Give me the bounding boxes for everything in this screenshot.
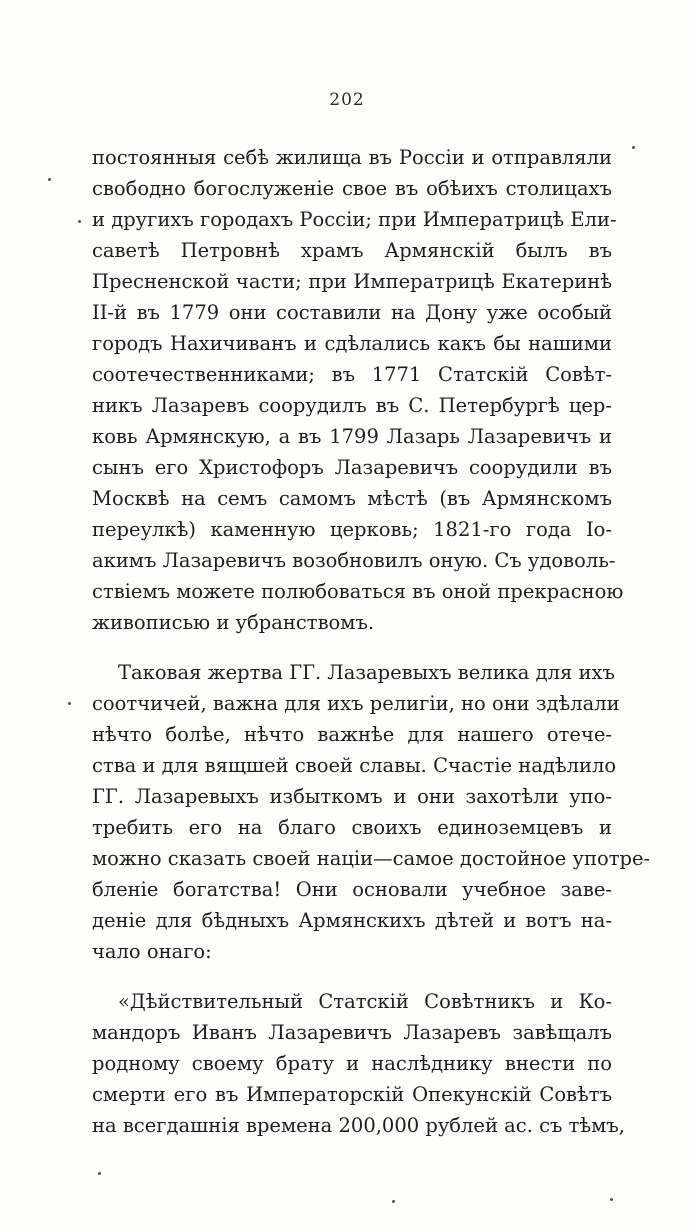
text-line: II-й въ 1779 они составили на Дону уже особый bbox=[92, 301, 612, 324]
scan-speck bbox=[632, 146, 635, 149]
text-line: нѣчто болѣе, нѣчто важнѣе для нашего отече- bbox=[92, 723, 612, 746]
text-line: на всегдашнія времена 200,000 рублей ас. съ тѣмъ, bbox=[92, 1114, 625, 1137]
text-line: постоянныя себѣ жилища въ Россіи и отправляли bbox=[92, 146, 612, 169]
text-line: бленіе богатства! Они основали учебное заве- bbox=[92, 878, 612, 901]
text-line: можно сказать своей націи—самое достойное употре- bbox=[92, 847, 651, 870]
text-line: и другихъ городахъ Россіи; при Императрицѣ Ели- bbox=[92, 208, 617, 231]
text-line: городъ Нахичиванъ и сдѣлались какъ бы нашими bbox=[92, 332, 612, 355]
text-line: Таковая жертва ГГ. Лазаревыхъ велика для ихъ bbox=[118, 661, 615, 684]
text-line: переулкѣ) каменную церковь; 1821-го года Іо- bbox=[92, 518, 612, 541]
text-line: соотечественниками; въ 1771 Статскій Совѣт- bbox=[92, 363, 612, 386]
text-line: ствіемъ можете полюбоваться въ оной прекрасною bbox=[92, 580, 624, 603]
text-line: никъ Лазаревъ соорудилъ въ С. Петербургѣ цер- bbox=[92, 394, 612, 417]
text-line: смерти его въ Императорскій Опекунскій Совѣтъ bbox=[92, 1083, 612, 1106]
text-line: ства и для вящшей своей славы. Счастіе надѣлило bbox=[92, 754, 617, 777]
text-line: родному своему брату и наслѣднику внести по bbox=[92, 1052, 612, 1075]
text-line: мандоръ Иванъ Лазаревичъ Лазаревъ завѣщалъ bbox=[92, 1021, 612, 1044]
text-line: Пресненской части; при Императрицѣ Екатеринѣ bbox=[92, 270, 612, 293]
text-line: «Дѣйствительный Статскій Совѣтникъ и Ко- bbox=[118, 990, 612, 1013]
text-line: чало онаго: bbox=[92, 940, 212, 963]
text-line: соотчичей, важна для ихъ религіи, но они здѣлали bbox=[92, 692, 620, 715]
text-line: акимъ Лазаревичъ возобновилъ оную. Съ удоволь- bbox=[92, 549, 616, 572]
scan-speck bbox=[98, 1172, 101, 1175]
scan-speck bbox=[392, 1200, 395, 1203]
scan-speck bbox=[610, 1198, 613, 1201]
text-line: деніе для бѣдныхъ Армянскихъ дѣтей и вотъ на- bbox=[92, 909, 612, 932]
text-line: сынъ его Христофоръ Лазаревичъ соорудили въ bbox=[92, 456, 612, 479]
text-line: ковь Армянскую, а въ 1799 Лазарь Лазаревичъ и bbox=[92, 425, 612, 448]
scan-speck bbox=[48, 178, 51, 181]
text-line: ГГ. Лазаревыхъ избыткомъ и они захотѣли упо- bbox=[92, 785, 612, 808]
text-line: свободно богослуженіе свое въ обѣихъ столицахъ bbox=[92, 177, 612, 200]
text-line: Москвѣ на семъ самомъ мѣстѣ (въ Армянскомъ bbox=[92, 487, 612, 510]
text-line: живописью и убранствомъ. bbox=[92, 611, 375, 634]
page-number: 202 bbox=[329, 90, 365, 110]
scan-speck bbox=[68, 702, 71, 705]
scan-speck bbox=[78, 220, 81, 223]
text-line: саветѣ Петровнѣ храмъ Армянскій былъ въ bbox=[92, 239, 612, 262]
text-line: требить его на благо своихъ единоземцевъ и bbox=[92, 816, 612, 839]
